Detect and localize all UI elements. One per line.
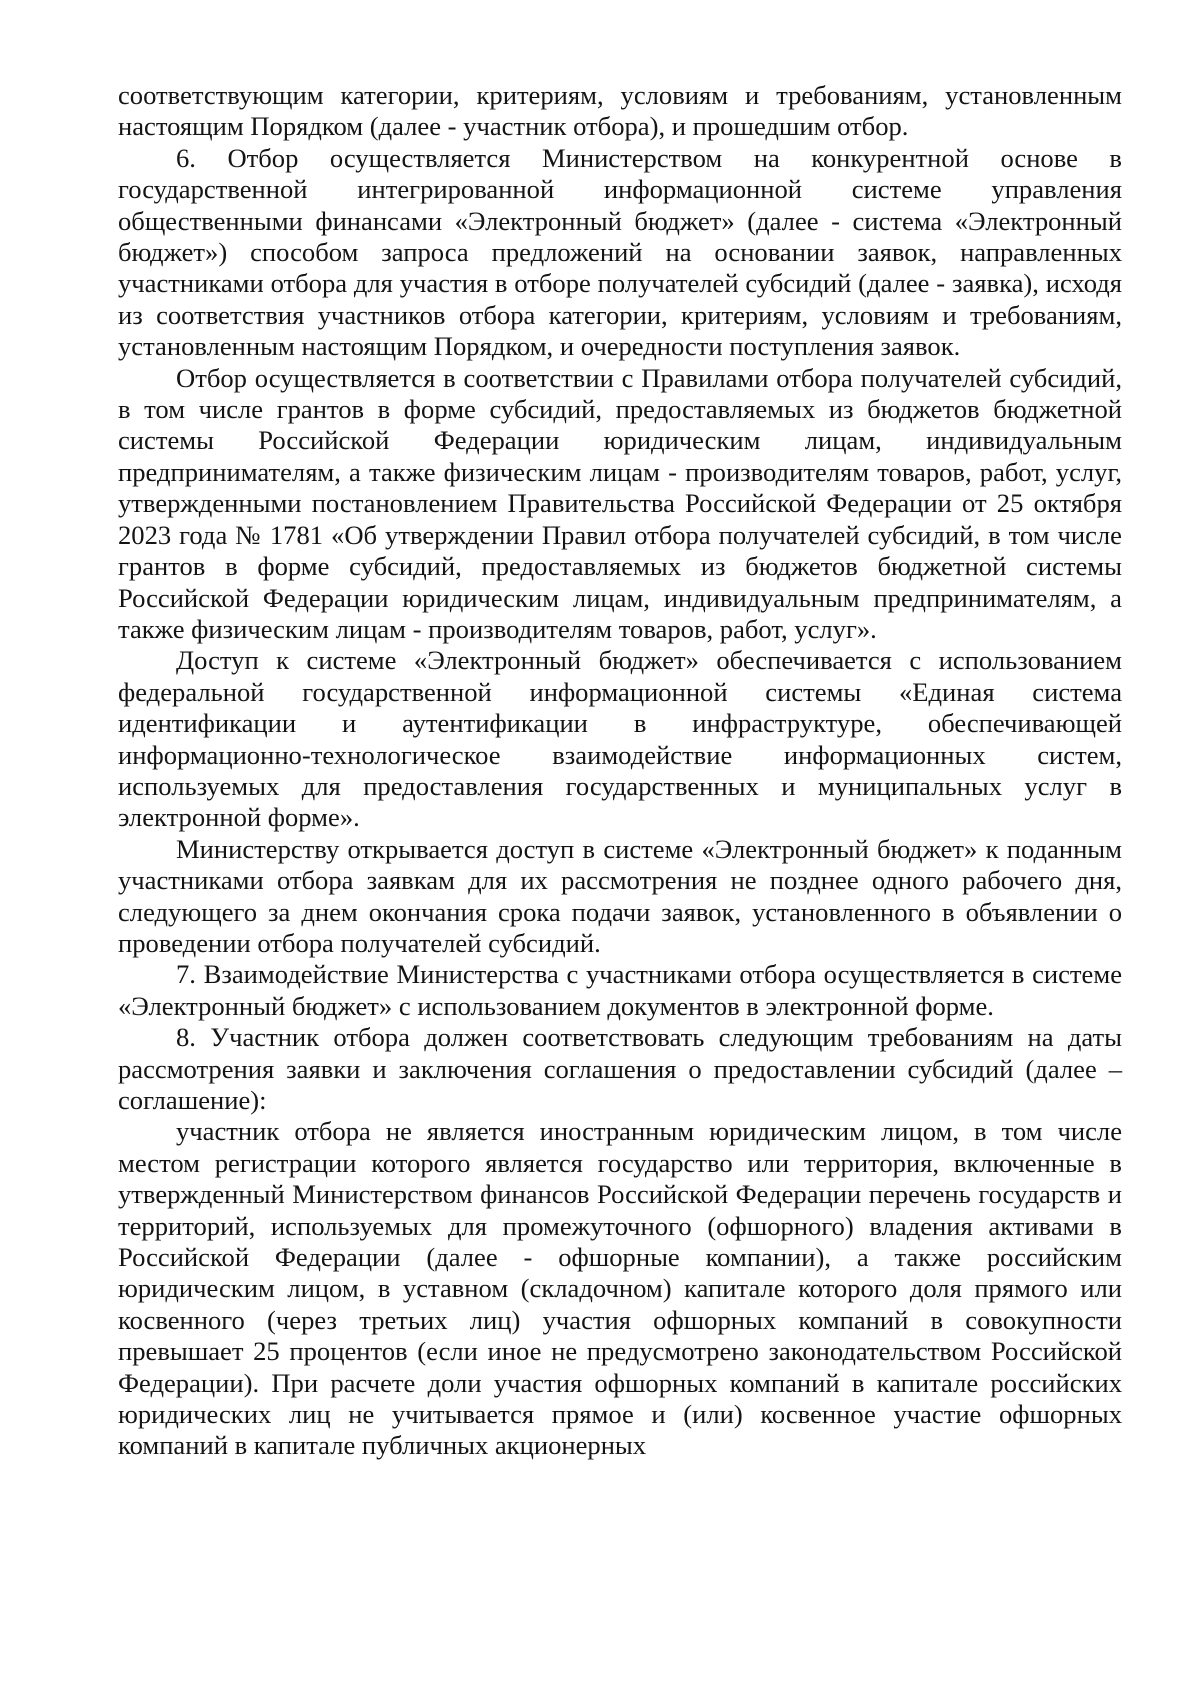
paragraph-item-6: 6. Отбор осуществляется Министерством на конкурентной основе в государственной интегрированной информационной системе управления общественными финансами «Электронный бюджет» (далее - система «Электронный бюджет») способом запроса предложений на основании заявок, направленных участниками отбора для участия в отборе получателей субсидий (далее - заявка), исходя из соответствия участников отбора категории, критериям, условиям и требованиям, установленным настоящим Порядком, и очередности поступления заявок.: [118, 142, 1122, 362]
paragraph-selection-rules: Отбор осуществляется в соответствии с Правилами отбора получателей субсидий, в том числе грантов в форме субсидий, предоставляемых из бюджетов бюджетной системы Российской Федерации юридическим лицам, индивидуальным предпринимателям, а также физическим лицам - производителям товаров, работ, услуг, утвержденными постановлением Правительства Российской Федерации от 25 октября 2023 года № 1781 «Об утверждении Правил отбора получателей субсидий, в том числе грантов в форме субсидий, предоставляемых из бюджетов бюджетной системы Российской Федерации юридическим лицам, индивидуальным предпринимателям, а также физическим лицам - производителям товаров, работ, услуг».: [118, 362, 1122, 644]
paragraph-ministry-access: Министерству открывается доступ в системе «Электронный бюджет» к поданным участниками отбора заявкам для их рассмотрения не позднее одного рабочего дня, следующего за днем окончания срока подачи заявок, установленного в объявлении о проведении отбора получателей субсидий.: [118, 833, 1122, 958]
paragraph-continuation: соответствующим категории, критериям, условиям и требованиям, установленным настоящим Порядком (далее - участник отбора), и прошедшим отбор.: [118, 80, 1122, 142]
paragraph-system-access: Доступ к системе «Электронный бюджет» обеспечивается с использованием федеральной государственной информационной системы «Единая система идентификации и аутентификации в инфраструктуре, обеспечивающей информационно-технологическое взаимодействие информационных систем, используемых для предоставления государственных и муниципальных услуг в электронной форме».: [118, 645, 1122, 833]
paragraph-item-7: 7. Взаимодействие Министерства с участниками отбора осуществляется в системе «Электронный бюджет» с использованием документов в электронной форме.: [118, 959, 1122, 1021]
paragraph-requirement-offshore: участник отбора не является иностранным юридическим лицом, в том числе местом регистрации которого является государство или территория, включенные в утвержденный Министерством финансов Российской Федерации перечень государств и территорий, используемых для промежуточного (офшорного) владения активами в Российской Федерации (далее - офшорные компании), а также российским юридическим лицом, в уставном (складочном) капитале которого доля прямого или косвенного (через третьих лиц) участия офшорных компаний в совокупности превышает 25 процентов (если иное не предусмотрено законодательством Российской Федерации). При расчете доли участия офшорных компаний в капитале российских юридических лиц не учитывается прямое и (или) косвенное участие офшорных компаний в капитале публичных акционерных: [118, 1116, 1122, 1461]
paragraph-item-8: 8. Участник отбора должен соответствовать следующим требованиям на даты рассмотрения заявки и заключения соглашения о предоставлении субсидий (далее – соглашение):: [118, 1022, 1122, 1115]
document-body: [118, 80, 1122, 1462]
